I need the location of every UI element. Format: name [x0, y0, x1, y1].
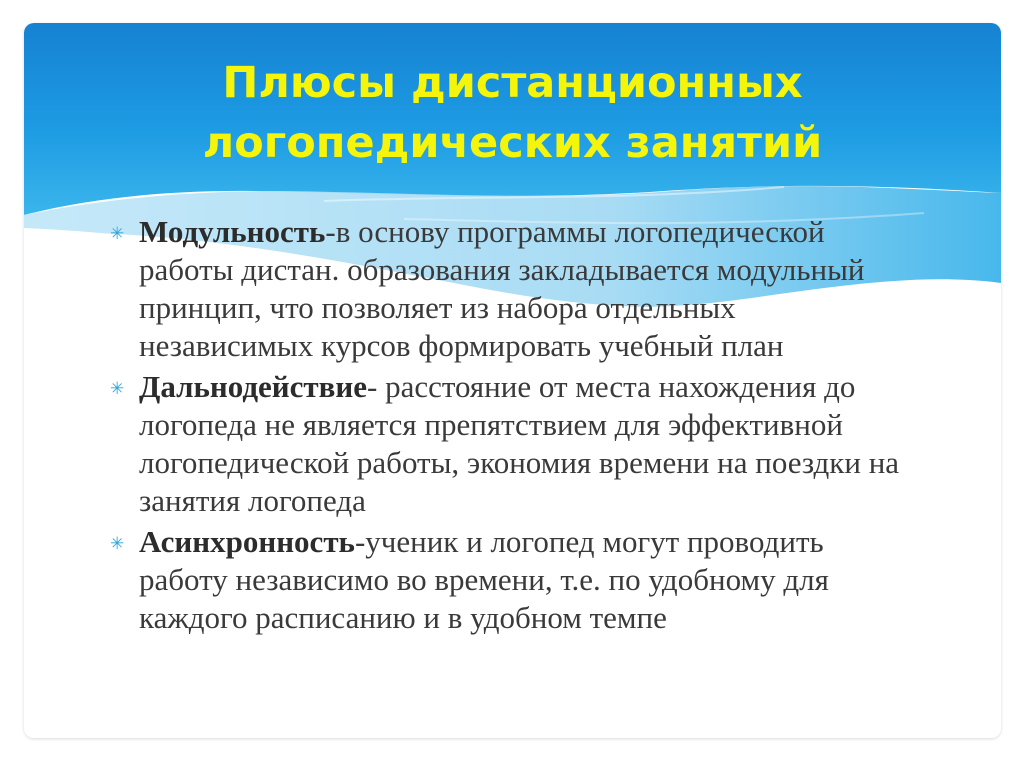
slide-title-line-1: Плюсы дистанционных: [222, 58, 803, 108]
bullet-list: [110, 213, 910, 640]
slide-title-line-2: логопедических занятий: [202, 118, 823, 168]
slide-title: [24, 53, 1001, 173]
bullet-item-asynchrony: [110, 523, 910, 637]
bullet-text: -в основу программы логопедической работы дистан. образования закладывается модульный принцип, что позволяет из набора отдельных независимых курсов формировать учебный план: [139, 214, 865, 363]
asterisk-icon: ✳: [110, 224, 125, 244]
asterisk-icon: ✳: [110, 534, 125, 554]
bullet-item-long-range: [110, 368, 910, 520]
slide: [24, 23, 1001, 738]
bullet-text: -ученик и логопед могут проводить работу независимо во времени, т.е. по удобному для каждого расписанию и в удобном темпе: [139, 524, 829, 635]
bullet-term: Модульность: [139, 214, 326, 249]
bullet-item-modularity: [110, 213, 910, 365]
asterisk-icon: ✳: [110, 379, 125, 399]
bullet-term: Асинхронность: [139, 524, 355, 559]
bullet-text: - расстояние от места нахождения до логопеда не является препятствием для эффективной логопедической работы, экономия времени на поездки на занятия логопеда: [139, 369, 900, 518]
bullet-term: Дальнодействие: [139, 369, 368, 404]
